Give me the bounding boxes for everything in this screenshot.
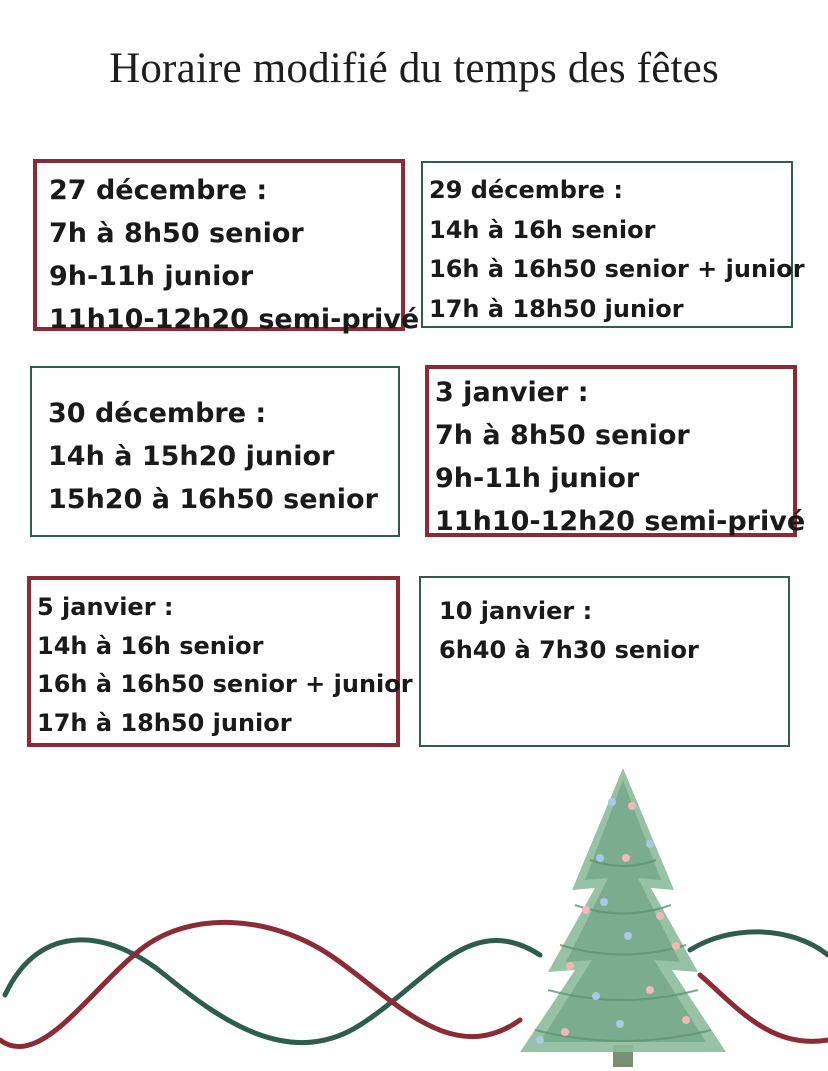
schedule-card-jan-10 bbox=[419, 576, 790, 747]
red-ribbon-right bbox=[700, 975, 828, 1041]
schedule-card-dec-29 bbox=[421, 161, 805, 328]
schedule-slot: 9h-11h junior bbox=[435, 463, 640, 494]
holiday-decoration bbox=[0, 740, 828, 1071]
schedule-date: 3 janvier : bbox=[435, 377, 589, 408]
schedule-slot: 9h-11h junior bbox=[49, 261, 254, 292]
schedule-slot: 16h à 16h50 senior + junior bbox=[429, 255, 805, 283]
schedule-slot: 11h10-12h20 semi-privé bbox=[49, 304, 420, 335]
schedule-date: 10 janvier : bbox=[439, 597, 593, 625]
schedule-date: 30 décembre : bbox=[48, 398, 267, 429]
schedule-slot: 7h à 8h50 senior bbox=[49, 218, 304, 249]
schedule-slot: 14h à 16h senior bbox=[37, 631, 264, 660]
schedule-date: 29 décembre : bbox=[429, 176, 623, 204]
schedule-slot: 14h à 15h20 junior bbox=[48, 441, 335, 472]
schedule-slot: 17h à 18h50 junior bbox=[429, 294, 684, 323]
schedule-slot: 16h à 16h50 senior + junior bbox=[37, 670, 413, 698]
schedule-date: 5 janvier : bbox=[37, 593, 174, 621]
schedule-slot: 14h à 16h senior bbox=[429, 215, 656, 244]
schedule-date: 27 décembre : bbox=[49, 175, 268, 206]
schedule-slot: 7h à 8h50 senior bbox=[435, 420, 690, 451]
schedule-slot: 15h20 à 16h50 senior bbox=[48, 484, 378, 515]
schedule-slot: 6h40 à 7h30 senior bbox=[439, 635, 699, 664]
schedule-card-dec-27 bbox=[33, 159, 420, 335]
schedule-card-jan-3 bbox=[425, 365, 806, 537]
schedule-slot: 17h à 18h50 junior bbox=[37, 708, 292, 737]
page-title: Horaire modifié du temps des fêtes bbox=[109, 45, 719, 92]
green-ribbon-right bbox=[690, 932, 828, 955]
schedule-slot: 11h10-12h20 semi-privé bbox=[435, 506, 806, 537]
schedule-card-jan-5 bbox=[27, 576, 413, 747]
christmas-tree-icon bbox=[520, 768, 726, 1067]
green-ribbon bbox=[5, 940, 540, 1043]
schedule-card-dec-30 bbox=[30, 366, 400, 537]
